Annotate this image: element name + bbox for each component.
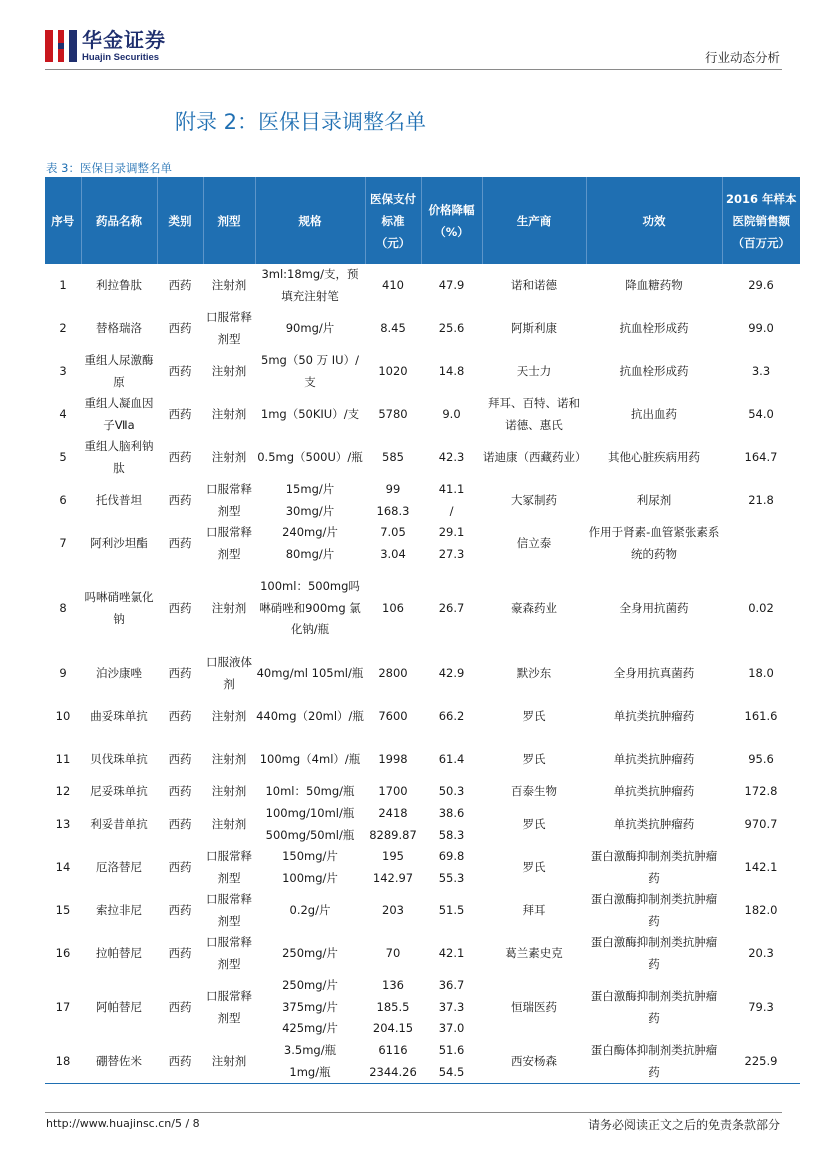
cell-cut: 9.0 [442,406,461,421]
cell-standard: 7600 [378,708,408,723]
cell-dosage-form: 注射剂 [211,816,247,831]
cell-category: 西药 [168,363,192,378]
footer-divider [45,1112,782,1113]
cell-no: 15 [55,902,71,917]
cell-no: 1 [59,277,67,292]
cell-spec-line: 3.5mg/瓶 [283,1043,337,1057]
cell-name: 尼妥珠单抗 [90,784,148,799]
cell-cut: 42.1 [438,945,465,960]
cell-name: 利拉鲁肽 [96,277,142,292]
cell-standard [365,522,421,565]
cell-standard: 410 [382,277,404,292]
cell-maker: 葛兰素史克 [505,945,563,960]
cell-effect: 蛋白酶体抑制剂类抗肿瘤药 [586,1040,722,1084]
cell-maker: 大冢制药 [511,492,557,507]
cell-no: 3 [59,363,67,378]
cell-category: 西药 [168,784,192,799]
col-header-name [81,177,157,264]
cell-cut [421,1040,482,1084]
cell-cut-line: 37.3 [438,999,465,1014]
table-caption: 表 3：医保目录调整名单 [46,161,172,175]
col-header-cut [421,177,482,264]
cell-no: 14 [55,859,71,874]
huajin-logo-icon [45,30,77,62]
cell-cut [421,803,482,846]
table-row [45,781,800,803]
cell-spec: 100ml：500mg吗啉硝唑和900mg 氯化钠/瓶 [259,579,361,637]
cell-name: 硼替佐米 [81,1040,157,1084]
col-header-spec [255,177,365,264]
cell-name: 泊沙康唑 [96,665,142,680]
cell-dosage-form: 注射剂 [211,708,247,723]
col-header-effect [586,177,722,264]
cell-name: 重组人脑利钠肽 [84,439,154,475]
cell-spec: 5mg（50 万 IU）/支 [261,353,359,389]
cell-name: 吗啉硝唑氯化钠 [84,590,154,626]
company-name-cn: 华金证券 [82,27,166,52]
cell-standard-line: 7.05 [380,525,406,539]
cell-sales: 95.6 [748,751,774,766]
drug-list-table-container [45,177,800,1084]
cell-maker: 罗氏 [522,708,546,723]
cell-cut-line: 54.5 [438,1064,465,1079]
cell-name: 利妥昔单抗 [90,816,148,831]
cell-effect: 抗血栓形成药 [619,363,689,378]
cell-standard: 2800 [378,665,408,680]
cell-name: 阿帕替尼 [96,999,142,1014]
cell-maker: 罗氏 [522,859,546,874]
cell-spec [255,479,365,522]
table-row [45,565,800,652]
cell-sales: 99.0 [748,320,774,335]
cell-effect: 利尿剂 [636,492,672,507]
col-header-standard-label: 医保支付标准（元） [370,191,416,250]
cell-category: 西药 [168,406,192,421]
cell-dosage-form: 口服常释剂型 [206,892,252,928]
cell-standard: 203 [382,902,404,917]
cell-standard: 8.45 [380,320,406,335]
cell-spec: 250mg/片 [282,945,338,960]
cell-no: 6 [59,492,67,507]
footer-url-page: http://www.huajinsc.cn/5 / 8 [46,1117,200,1130]
cell-standard [365,975,421,1040]
cell-spec-line: 80mg/片 [285,546,335,561]
cell-dosage-form: 口服常释剂型 [206,310,252,346]
cell-category: 西药 [168,859,192,874]
cell-spec-line: 425mg/片 [282,1021,338,1036]
table-row [45,393,800,436]
cell-category: 西药 [168,902,192,917]
cell-standard-line: 195 [382,849,404,863]
cell-no: 13 [55,816,71,831]
cell-standard-line: 168.3 [376,503,410,518]
cell-cut: 51.5 [438,902,465,917]
cell-no: 5 [59,449,67,464]
cell-name: 替格瑞洛 [96,320,142,335]
cell-sales: 225.9 [722,1040,800,1084]
cell-sales: 142.1 [744,859,778,874]
col-header-cut-label: 价格降幅（%） [428,202,475,239]
footer-disclaimer: 请务必阅读正文之后的免责条款部分 [587,1118,780,1132]
cell-dosage-form: 口服常释剂型 [206,525,252,561]
cell-name: 曲妥珠单抗 [90,708,148,723]
table-body [45,264,800,1084]
cell-no: 12 [55,784,71,799]
cell-no: 4 [59,406,67,421]
cell-name: 贝伐珠单抗 [90,751,148,766]
cell-dosage-form: 注射剂 [203,1040,255,1084]
cell-category: 西药 [168,492,192,507]
cell-standard: 585 [382,449,404,464]
cell-standard [365,803,421,846]
cell-sales: 3.3 [751,363,771,378]
drug-list-table [45,177,800,1084]
cell-sales [722,522,800,565]
cell-standard: 106 [382,600,404,615]
cell-sales: 21.8 [748,492,774,507]
table-row [45,522,800,565]
col-header-dosage-form [203,177,255,264]
col-header-category-label: 类别 [168,213,192,228]
cell-spec [255,975,365,1040]
cell-no: 16 [55,945,71,960]
cell-standard-line: 3.04 [380,546,406,561]
cell-dosage-form: 注射剂 [211,406,247,421]
cell-category: 西药 [168,999,192,1014]
cell-maker: 天士力 [516,363,552,378]
cell-dosage-form: 注射剂 [211,277,247,292]
table-row [45,1040,800,1084]
cell-name: 拉帕替尼 [96,945,142,960]
cell-maker: 罗氏 [522,816,546,831]
cell-name: 重组人尿激酶原 [84,353,154,389]
cell-cut-line: 29.1 [438,525,465,539]
cell-sales: 164.7 [744,449,778,464]
cell-cut-line: 37.0 [438,1021,465,1036]
cell-effect: 抗血栓形成药 [619,320,689,335]
cell-effect: 单抗类抗肿瘤药 [613,816,695,831]
cell-spec: 440mg（20ml）/瓶 [256,708,364,723]
table-row [45,932,800,975]
cell-spec: 0.5mg（500U）/瓶 [257,449,363,464]
cell-dosage-form: 口服常释剂型 [206,989,252,1025]
col-header-sales [722,177,800,264]
cell-sales: 20.3 [748,945,774,960]
col-header-category [157,177,203,264]
cell-spec: 90mg/片 [285,320,335,335]
col-header-spec-label: 规格 [298,213,322,228]
company-name-en: Huajin Securities [82,51,160,63]
cell-sales: 172.8 [744,784,778,799]
cell-effect: 作用于肾素-血管紧张素系统的药物 [588,525,720,561]
cell-spec: 40mg/ml 105ml/瓶 [256,665,364,680]
cell-effect: 蛋白激酶抑制剂类抗肿瘤药 [590,892,718,928]
report-type: 行业动态分析 [704,50,780,65]
cell-spec-line: 100mg/片 [282,870,338,885]
cell-spec-line: 30mg/片 [285,503,335,518]
cell-no: 7 [59,535,67,550]
cell-standard-line: 204.15 [372,1021,414,1036]
cell-standard-line: 142.97 [372,870,414,885]
cell-no: 9 [59,665,67,680]
cell-effect: 单抗类抗肿瘤药 [613,751,695,766]
cell-category: 西药 [157,1040,203,1084]
table-row [45,307,800,350]
cell-cut [421,846,482,889]
header-divider [45,69,782,70]
cell-sales: 970.7 [744,816,778,831]
cell-cut: 66.2 [438,708,465,723]
cell-standard: 70 [385,945,401,960]
cell-effect: 单抗类抗肿瘤药 [613,708,695,723]
cell-sales: 29.6 [748,277,774,292]
cell-standard-line: 136 [382,978,404,993]
cell-sales: 54.0 [748,406,774,421]
cell-effect: 蛋白激酶抑制剂类抗肿瘤药 [590,849,718,885]
cell-effect: 抗出血药 [631,406,677,421]
cell-sales: 79.3 [748,999,774,1014]
cell-effect: 蛋白激酶抑制剂类抗肿瘤药 [590,989,718,1025]
col-header-no [45,177,81,264]
cell-maker: 拜耳、百特、诺和诺德、惠氏 [488,396,580,432]
cell-maker: 诺迪康（西藏药业） [483,449,587,464]
cell-spec [255,1040,365,1084]
cell-effect: 其他心脏疾病用药 [608,449,700,464]
cell-cut-line: 51.6 [438,1043,465,1057]
cell-dosage-form: 口服常释剂型 [206,935,252,971]
cell-category: 西药 [168,751,192,766]
cell-cut: 42.9 [438,665,465,680]
cell-dosage-form: 注射剂 [211,363,247,378]
cell-category: 西药 [168,449,192,464]
cell-cut-line: 69.8 [438,849,465,863]
cell-maker: 诺和诺德 [511,277,557,292]
cell-standard: 1020 [378,363,408,378]
cell-standard-line: 185.5 [376,999,410,1014]
cell-no: 10 [55,708,71,723]
col-header-standard [365,177,421,264]
cell-no: 2 [59,320,67,335]
table-row [45,846,800,889]
cell-effect: 全身用抗真菌药 [613,665,695,680]
cell-name: 索拉非尼 [96,902,142,917]
cell-spec-line: 250mg/片 [282,978,338,993]
cell-name: 厄洛替尼 [96,859,142,874]
cell-spec: 100mg（4ml）/瓶 [259,751,361,766]
cell-dosage-form: 口服常释剂型 [206,849,252,885]
cell-maker: 拜耳 [522,902,546,917]
cell-dosage-form: 口服液体剂 [206,655,252,691]
table-row [45,803,800,846]
cell-sales: 18.0 [748,665,774,680]
cell-name: 阿利沙坦酯 [90,535,148,550]
cell-cut-line: 41.1 [438,482,465,496]
cell-category: 西药 [168,708,192,723]
cell-sales: 161.6 [744,708,778,723]
cell-cut-line: 55.3 [438,870,465,885]
cell-no: 8 [59,600,67,615]
col-header-effect-label: 功效 [642,213,666,228]
cell-spec [255,846,365,889]
cell-spec: 0.2g/片 [289,902,331,917]
cell-cut: 25.6 [438,320,465,335]
cell-name: 托伐普坦 [96,492,142,507]
cell-standard [365,479,421,522]
cell-cut-line: 58.3 [438,827,465,842]
cell-category: 西药 [168,535,192,550]
cell-name: 重组人凝血因子Ⅶa [84,396,154,432]
cell-effect: 单抗类抗肿瘤药 [613,784,695,799]
cell-sales: 0.02 [748,600,774,615]
cell-no: 17 [55,999,71,1014]
company-logo [45,28,166,64]
cell-maker: 西安杨森 [482,1040,586,1084]
cell-standard: 1700 [378,784,408,799]
cell-category: 西药 [168,816,192,831]
cell-standard [365,1040,421,1084]
table-row [45,738,800,781]
cell-spec: 3ml:18mg/支，预填充注射笔 [261,267,359,303]
cell-sales: 182.0 [744,902,778,917]
table-row [45,479,800,522]
cell-spec-line: 375mg/片 [282,999,338,1014]
cell-dosage-form: 注射剂 [211,784,247,799]
col-header-dosage-form-label: 剂型 [217,213,241,228]
table-row [45,652,800,695]
cell-dosage-form: 注射剂 [211,449,247,464]
cell-cut-line: 38.6 [438,806,465,820]
cell-maker: 信立泰 [516,535,552,550]
cell-spec-line: 500mg/50ml/瓶 [265,827,355,842]
cell-spec-line: 150mg/片 [282,849,338,863]
cell-category: 西药 [168,600,192,615]
cell-cut-line: / [449,503,454,518]
cell-category: 西药 [168,665,192,680]
cell-standard-line: 2344.26 [369,1064,417,1079]
cell-dosage-form: 口服常释剂型 [206,482,252,518]
table-row [45,436,800,479]
cell-spec-line: 15mg/片 [285,482,335,496]
cell-effect: 降血糖药物 [625,277,683,292]
cell-spec [255,522,365,565]
table-header-row [45,177,800,264]
cell-standard-line: 99 [385,482,401,496]
cell-category: 西药 [168,277,192,292]
table-row [45,889,800,932]
cell-category: 西药 [168,945,192,960]
cell-standard: 5780 [378,406,408,421]
cell-maker: 豪森药业 [511,600,557,615]
col-header-sales-label: 2016 年样本医院销售额（百万元） [725,191,797,250]
cell-maker: 默沙东 [516,665,552,680]
appendix-title: 附录 2：医保目录调整名单 [175,110,427,134]
cell-dosage-form: 注射剂 [211,600,247,615]
cell-cut [421,975,482,1040]
cell-category: 西药 [168,320,192,335]
col-header-name-label: 药品名称 [96,213,142,228]
table-row [45,975,800,1040]
cell-cut-line: 27.3 [438,546,465,561]
cell-standard: 1998 [378,751,408,766]
col-header-maker [482,177,586,264]
cell-cut [421,479,482,522]
cell-cut [421,522,482,565]
cell-standard-line: 2418 [378,806,408,820]
cell-effect: 蛋白激酶抑制剂类抗肿瘤药 [590,935,718,971]
col-header-maker-label: 生产商 [516,213,552,228]
cell-maker: 罗氏 [522,751,546,766]
cell-cut-line: 36.7 [438,978,465,993]
cell-spec-line: 240mg/片 [282,525,338,539]
col-header-no-label: 序号 [51,213,75,228]
cell-standard-line: 8289.87 [369,827,417,842]
cell-spec-line: 100mg/10ml/瓶 [265,806,355,820]
cell-no: 11 [55,751,71,766]
cell-spec [255,803,365,846]
cell-dosage-form: 注射剂 [211,751,247,766]
cell-spec: 10ml：50mg/瓶 [265,784,355,799]
cell-cut: 47.9 [438,277,465,292]
cell-spec-line: 1mg/瓶 [289,1064,331,1079]
cell-standard [365,846,421,889]
table-row [45,264,800,307]
cell-maker: 百泰生物 [511,784,557,799]
cell-spec: 1mg（50KIU）/支 [260,406,360,421]
cell-standard-line: 6116 [378,1043,408,1057]
cell-maker: 恒瑞医药 [511,999,557,1014]
cell-cut: 14.8 [438,363,465,378]
cell-cut: 26.7 [438,600,465,615]
cell-no: 18 [45,1040,81,1084]
table-row [45,695,800,738]
cell-cut: 42.3 [438,449,465,464]
cell-effect: 全身用抗菌药 [619,600,689,615]
cell-maker: 阿斯利康 [511,320,557,335]
table-row [45,350,800,393]
cell-cut: 61.4 [438,751,465,766]
cell-cut: 50.3 [438,784,465,799]
